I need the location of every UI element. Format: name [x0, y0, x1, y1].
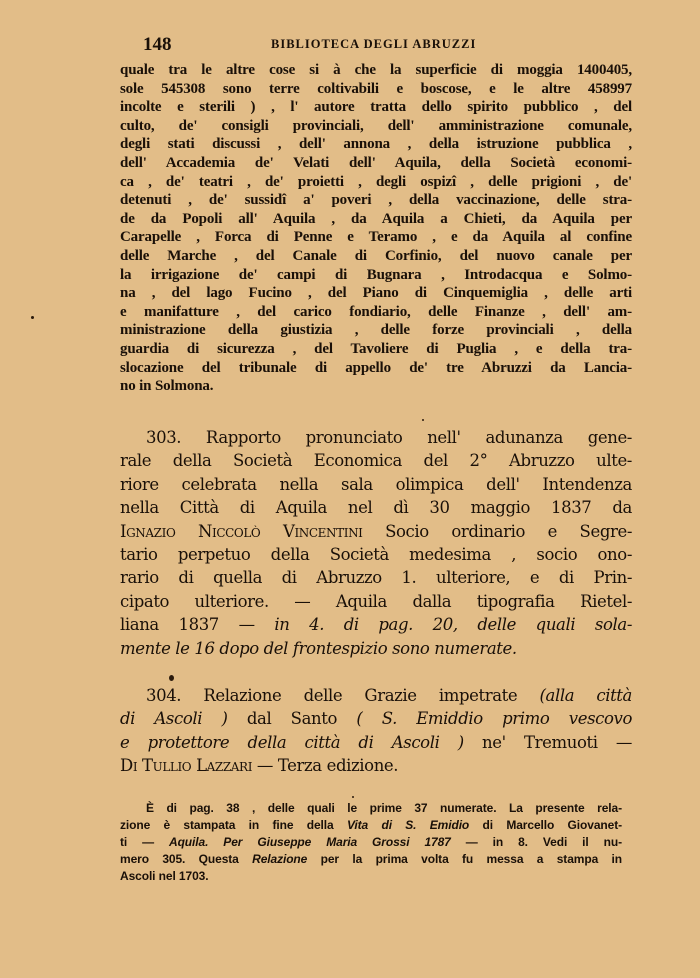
text-line: e manifatture , del carico fondiario, delle Finanze , dell' am- [120, 303, 632, 320]
text-line: rario di quella di Abruzzo 1. ulteriore, e di Prin- [120, 568, 632, 588]
text-line: e protettore della città di Ascoli ) ne' Tremuoti — [120, 732, 633, 752]
text-line: na , del lago Fucino , del Piano di Cinquemiglia , delle arti [120, 285, 632, 302]
entry-number: 303. [146, 428, 182, 447]
text-line: no in Solmona. [120, 378, 214, 395]
scan-speck [422, 419, 424, 421]
text-line: detenuti , de' sussidî a' poveri , della vaccinazione, delle stra- [120, 192, 632, 209]
text-line: Di Tullio Lazzari — Terza edizione. [120, 756, 399, 776]
text-line: zione è stampata in fine della Vita di S. Emidio di Marcello Giovanet- [120, 818, 623, 832]
text-line: È di pag. 38 , delle quali le prime 37 numerate. La presente rela- [146, 801, 622, 815]
text-line: de da Popoli all' Aquila , da Aquila a Chieti, da Aquila per [120, 210, 632, 227]
text-line: sole 545308 sono terre coltivabili e boscose, e le altre 458997 [120, 80, 632, 97]
text-line: 303. Rapporto pronunciato nell' adunanza gene- [146, 428, 632, 447]
text-line: la irrigazione de' campi di Bugnara , Introdacqua e Solmo- [120, 266, 632, 283]
text-line: ti — Aquila. Per Giuseppe Maria Grossi 1787 — in 8. Vedi il nu- [120, 835, 622, 849]
text-line: ministrazione della giustizia , delle forze provinciali , della [120, 322, 632, 339]
bibliography-entry-304 [120, 684, 632, 778]
text-line: cipato ulteriore. — Aquila dalla tipografia Rietel- [120, 591, 632, 611]
text-line: rale della Società Economica del 2° Abruzzo ulte- [120, 451, 632, 471]
page-header [143, 34, 663, 54]
text-line: dell' Accademia de' Velati dell' Aquila, della Società economi- [120, 154, 632, 171]
text-line: culto, de' consigli provinciali, dell' amministrazione comunale, [120, 117, 632, 134]
continuation-paragraph [120, 61, 632, 396]
scan-speck [352, 796, 354, 798]
text-line: 304. Relazione delle Grazie impetrate (alla città [146, 686, 632, 705]
author-name: Di Tullio Lazzari [120, 756, 253, 776]
scan-speck [169, 675, 174, 681]
text-line: slocazione del tribunale di appello de' tre Abruzzi da Lancia- [120, 359, 632, 376]
text-line: tario perpetuo della Società medesima , socio ono- [120, 544, 632, 564]
text-line: mente le 16 dopo del frontespizio sono numerate. [120, 638, 517, 658]
text-line: Carapelle , Forca di Penne e Teramo , e da Aquila al confine [120, 229, 632, 246]
text-line: mero 305. Questa Relazione per la prima volta fu messa a stampa in [120, 852, 622, 866]
text-line: delle Marche , del Canale di Corfinio, del nuovo canale per [120, 247, 632, 264]
text-line: nella Città di Aquila nel dì 30 maggio 1837 da [120, 498, 632, 518]
text-line: Ascoli nel 1703. [120, 869, 209, 883]
text-line: quale tra le altre cose si à che la superficie di moggia 1400405, [120, 62, 632, 78]
text-line: liana 1837 — in 4. di pag. 20, delle quali sola- [120, 615, 632, 635]
text-line: degli stati discussi , dell' annona , della istruzione pubblica , [120, 136, 632, 153]
text-line: di Ascoli ) dal Santo ( S. Emiddio primo vescovo [120, 709, 632, 729]
entry-number: 304. [146, 686, 182, 705]
footnote [120, 800, 622, 885]
text-line: ca , de' teatri , de' proietti , degli ospizî , delle prigioni , de' [120, 173, 632, 190]
text-line: incolte e sterili ) , l' autore tratta dello spirito pubblico , del [120, 99, 632, 116]
text-line: riore celebrata nella sala olimpica dell' Intendenza [120, 474, 632, 494]
text-line: Ignazio Niccolò Vincentini Socio ordinario e Segre- [120, 521, 633, 541]
scan-speck [31, 316, 34, 319]
text-line: guardia di sicurezza , del Tavoliere di Puglia , e della tra- [120, 340, 632, 357]
author-name: Ignazio Niccolò Vincentini [120, 521, 363, 541]
bibliography-entry-303 [120, 426, 632, 660]
running-title: BIBLIOTECA DEGLI ABRUZZI [271, 37, 477, 51]
page-number: 148 [143, 34, 172, 55]
